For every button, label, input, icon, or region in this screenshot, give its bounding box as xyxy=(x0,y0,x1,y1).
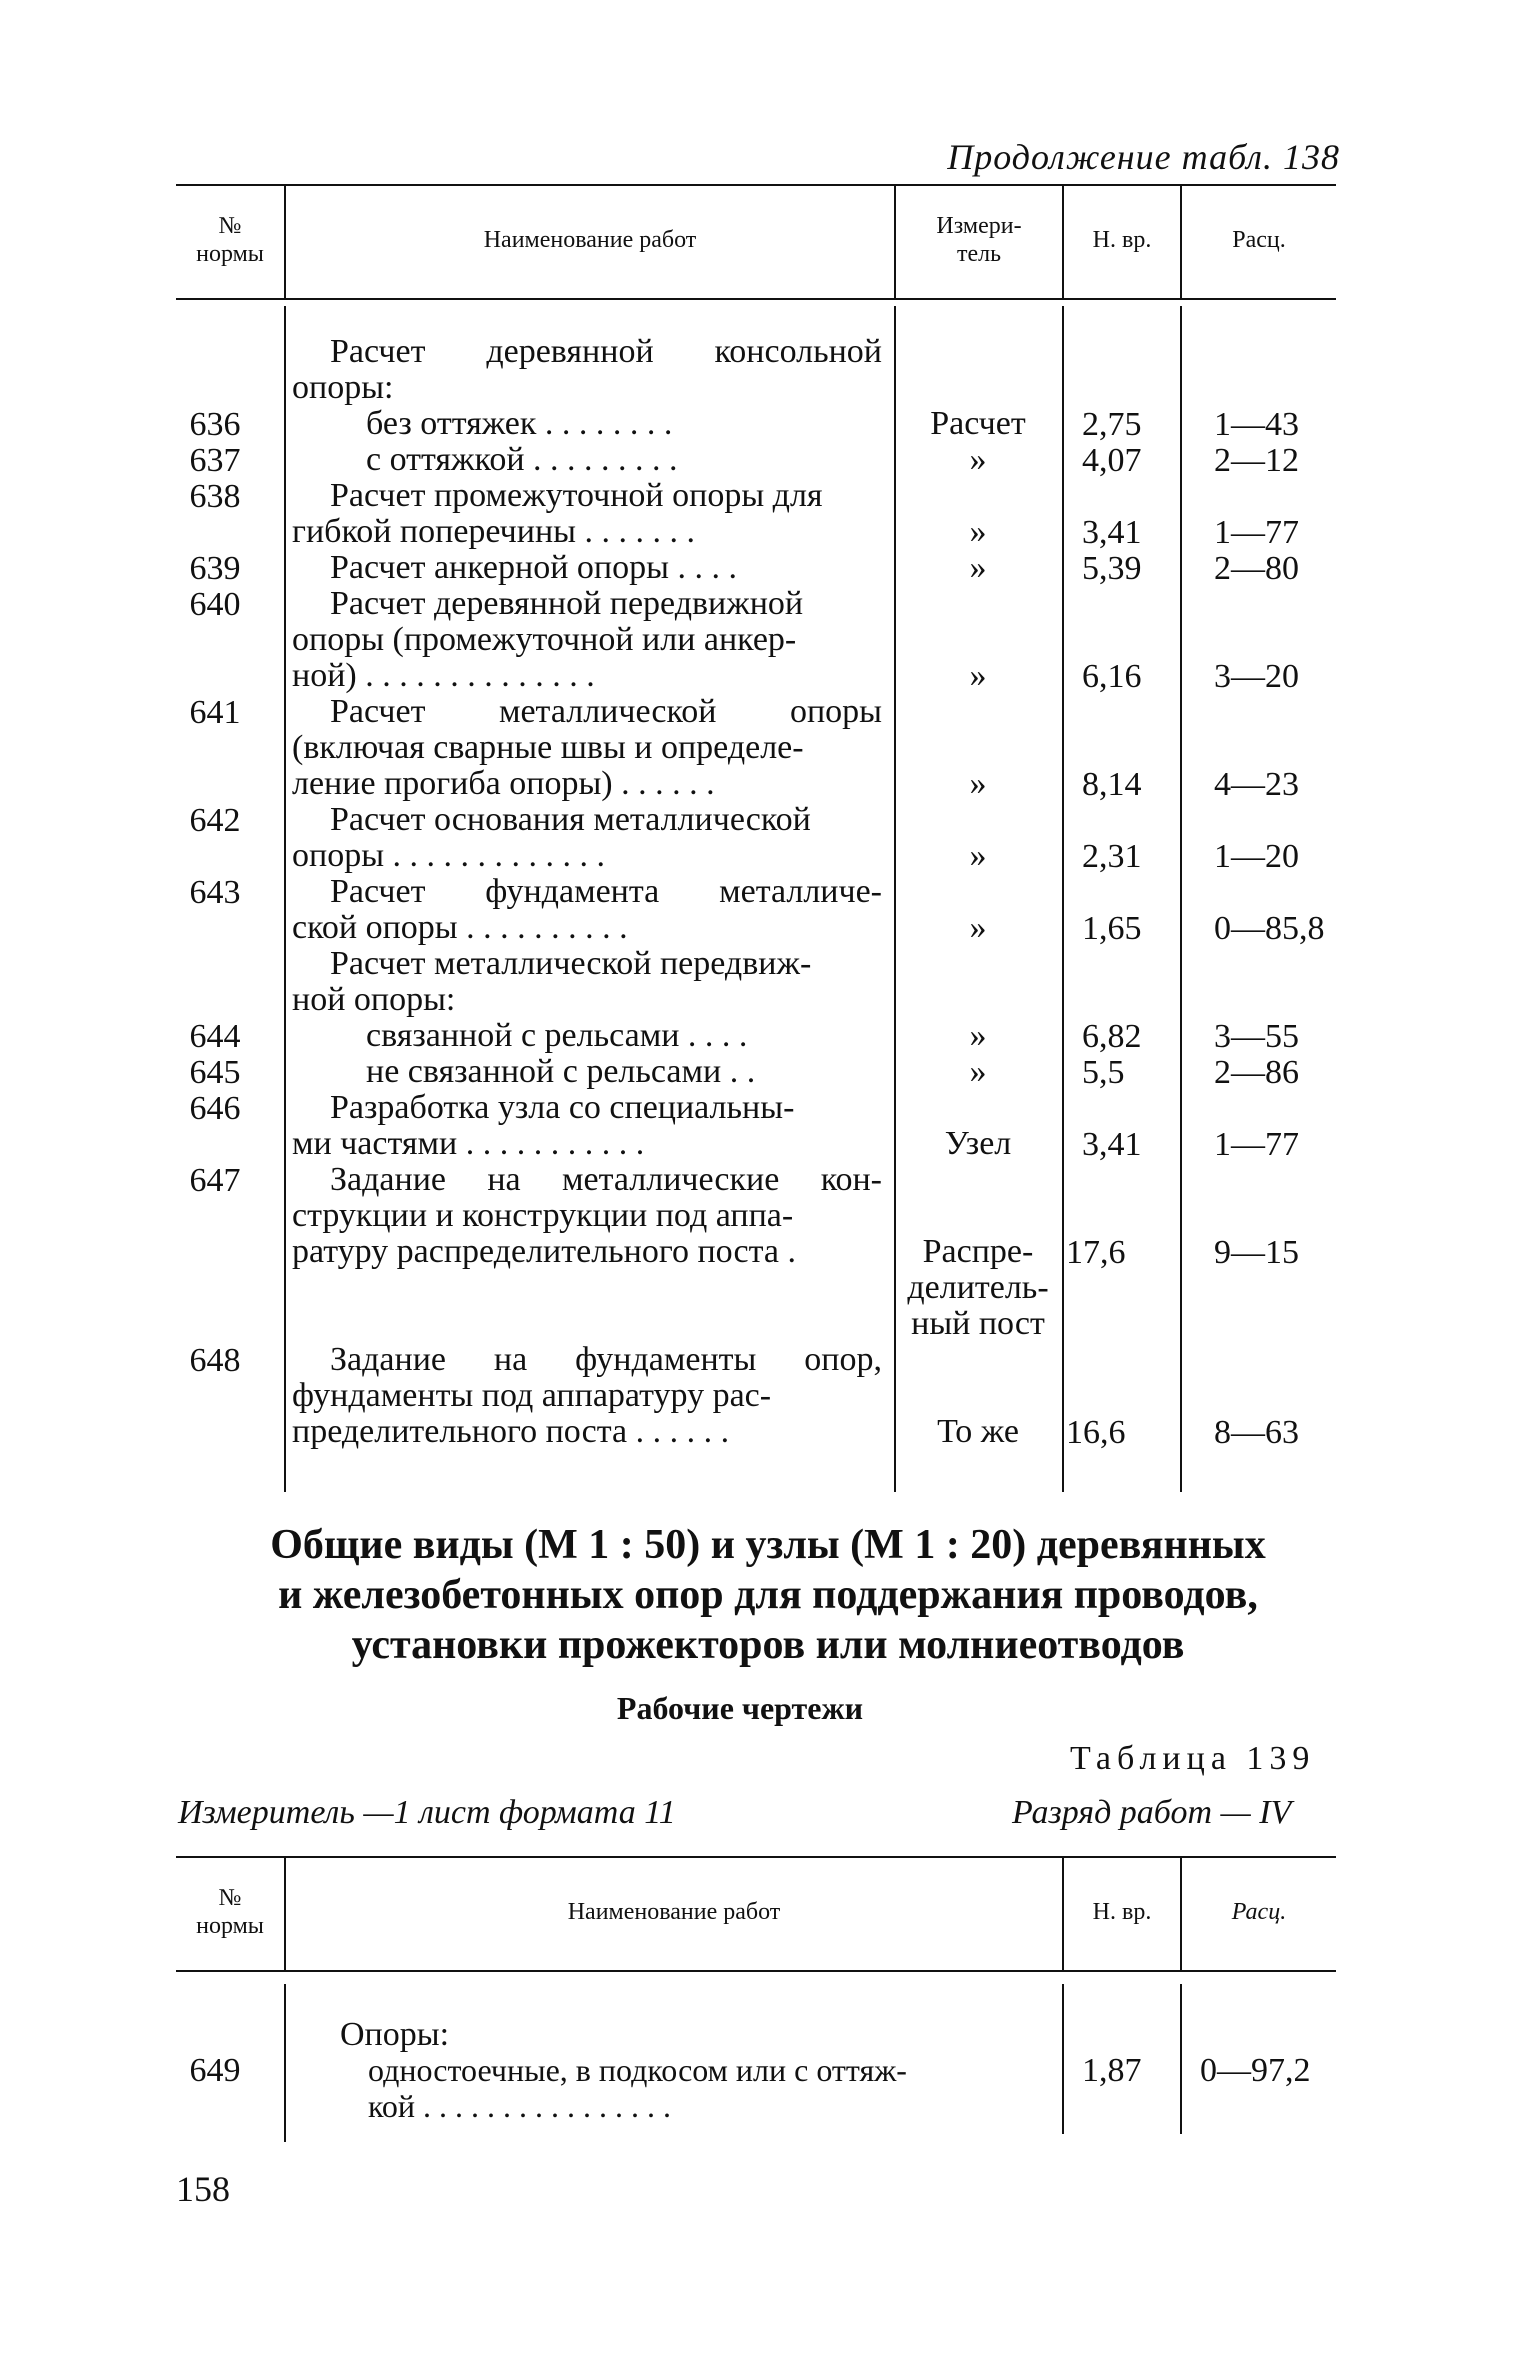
group-label: Опоры: xyxy=(340,2016,450,2053)
table-row: Расчет деревянной консольной опоры: xyxy=(292,333,882,406)
section-subheading: Рабочие чертежи xyxy=(616,1690,864,1726)
rate-value: 4—23 xyxy=(1214,766,1299,803)
table138-divider xyxy=(284,306,286,1492)
rate-value: 2—86 xyxy=(1214,1054,1299,1091)
hours-value: 2,75 xyxy=(1082,406,1142,443)
hours-value: 4,07 xyxy=(1082,442,1142,479)
measure: » xyxy=(969,1053,987,1090)
norm-number: 639 xyxy=(189,550,241,587)
measure: Расчет xyxy=(930,405,1026,442)
norm-number: 636 xyxy=(189,406,241,443)
norm-number: 648 xyxy=(189,1342,241,1379)
header-measure: Измери- тель xyxy=(936,213,1022,267)
rate-value: 8—63 xyxy=(1214,1414,1299,1451)
table139-top-rule xyxy=(176,1856,1336,1858)
work-name: Разработка узла со специальны- ми частями . . . . . . . . . . . xyxy=(292,1089,795,1162)
continuation-title: Продолжение табл. 138 xyxy=(947,137,1340,177)
hours-value: 3,41 xyxy=(1082,514,1142,551)
header-norm: № нормы xyxy=(196,213,264,267)
measure: » xyxy=(969,513,987,550)
hours-value: 8,14 xyxy=(1082,766,1142,803)
table139-divider xyxy=(284,1984,286,2142)
work-name: не связанной с рельсами . . xyxy=(366,1053,756,1090)
work-name: связанной с рельсами . . . . xyxy=(366,1017,748,1054)
table139-divider xyxy=(1180,1984,1182,2134)
norm-number: 644 xyxy=(189,1018,241,1055)
table138-divider xyxy=(1062,306,1064,1492)
work-name: Расчет деревянной передвижной опоры (промежуточной или анкер- ной) . . . . . . . . . . . . . . xyxy=(292,585,804,694)
table138-divider xyxy=(1180,306,1182,1492)
hours-value: 5,39 xyxy=(1082,550,1142,587)
work-name: Расчет анкерной опоры . . . . xyxy=(330,549,737,586)
measure: » xyxy=(969,837,987,874)
work-name: Расчет основания металлической опоры . . . . . . . . . . . . . xyxy=(292,801,811,874)
rate-value: 3—55 xyxy=(1214,1018,1299,1055)
norm-number: 643 xyxy=(189,874,241,911)
measure: » xyxy=(969,549,987,586)
measure: » xyxy=(969,441,987,478)
measure: » xyxy=(969,765,987,802)
hours-value: 3,41 xyxy=(1082,1126,1142,1163)
hours-value: 17,6 xyxy=(1066,1234,1126,1271)
rate-value: 0—85,8 xyxy=(1214,910,1325,947)
measure: Узел xyxy=(944,1125,1012,1162)
norm-number: 637 xyxy=(189,442,241,479)
work-name: Расчет фундамента металличе- ской опоры . . . . . . . . . . xyxy=(292,873,882,946)
hours-value: 1,87 xyxy=(1082,2052,1142,2089)
header-rate: Расц. xyxy=(1232,227,1286,253)
table138-header-rule xyxy=(176,298,1336,300)
norm-number: 638 xyxy=(189,478,241,515)
measure-note: Измеритель —1 лист формата 11 xyxy=(178,1794,676,1831)
table139-divider xyxy=(1062,1984,1064,2134)
norm-number: 646 xyxy=(189,1090,241,1127)
table138-divider xyxy=(894,306,896,1492)
work-name: с оттяжкой . . . . . . . . . xyxy=(366,441,678,478)
norm-number: 640 xyxy=(189,586,241,623)
norm-number: 649 xyxy=(189,2052,241,2089)
norm-number: 641 xyxy=(189,694,241,731)
section-heading: Общие виды (М 1 : 50) и узлы (М 1 : 20) деревянных и железобетонных опор для поддержания проводов, установки прожекторов или молниеотводов xyxy=(270,1522,1266,1668)
header-hours: Н. вр. xyxy=(1092,227,1152,253)
work-name: Задание на металлические кон- струкции и конструкции под аппа- ратуру распределительного поста . xyxy=(292,1161,882,1270)
work-name: одностоечные, в подкосом или с оттяж- кой . . . . . . . . . . . . . . . . xyxy=(368,2052,907,2124)
table-row: Расчет металлической передвиж- ной опоры: xyxy=(292,945,812,1018)
rate-value: 2—80 xyxy=(1214,550,1299,587)
hours-value: 16,6 xyxy=(1066,1414,1126,1451)
work-name: без оттяжек . . . . . . . . xyxy=(366,405,673,442)
measure: » xyxy=(969,657,987,694)
header-name: Наименование работ xyxy=(483,227,697,253)
hours-value: 2,31 xyxy=(1082,838,1142,875)
norm-number: 645 xyxy=(189,1054,241,1091)
work-name: Расчет промежуточной опоры для гибкой поперечины . . . . . . . xyxy=(292,477,823,550)
table-label: Таблица 139 xyxy=(1070,1740,1316,1777)
hours-value: 5,5 xyxy=(1082,1054,1125,1091)
rate-value: 1—77 xyxy=(1214,514,1299,551)
header-norm: № нормы xyxy=(196,1885,264,1939)
hours-value: 1,65 xyxy=(1082,910,1142,947)
rate-value: 1—77 xyxy=(1214,1126,1299,1163)
rate-value: 1—20 xyxy=(1214,838,1299,875)
hours-value: 6,16 xyxy=(1082,658,1142,695)
norm-number: 647 xyxy=(189,1162,241,1199)
measure: » xyxy=(969,1017,987,1054)
rate-value: 3—20 xyxy=(1214,658,1299,695)
table138-top-rule xyxy=(176,184,1336,186)
grade-note: Разряд работ — IV xyxy=(1012,1794,1292,1831)
measure: Распре- делитель- ный пост xyxy=(907,1233,1049,1342)
header-name: Наименование работ xyxy=(567,1899,781,1925)
rate-value: 9—15 xyxy=(1214,1234,1299,1271)
rate-value: 0—97,2 xyxy=(1200,2052,1311,2089)
rate-value: 2—12 xyxy=(1214,442,1299,479)
norm-number: 642 xyxy=(189,802,241,839)
measure: » xyxy=(969,909,987,946)
rate-value: 1—43 xyxy=(1214,406,1299,443)
work-name: Задание на фундаменты опор, фундаменты под аппаратуру рас- пределительного поста . . . . . . xyxy=(292,1341,882,1450)
hours-value: 6,82 xyxy=(1082,1018,1142,1055)
work-name: Расчет металлической опоры (включая сварные швы и определе- ление прогиба опоры) . . . . . . xyxy=(292,693,882,802)
page-number: 158 xyxy=(176,2169,230,2209)
measure: То же xyxy=(937,1413,1019,1450)
header-hours: Н. вр. xyxy=(1092,1899,1152,1925)
table139-header-rule xyxy=(176,1970,1336,1972)
header-rate: Расц. xyxy=(1231,1899,1287,1925)
